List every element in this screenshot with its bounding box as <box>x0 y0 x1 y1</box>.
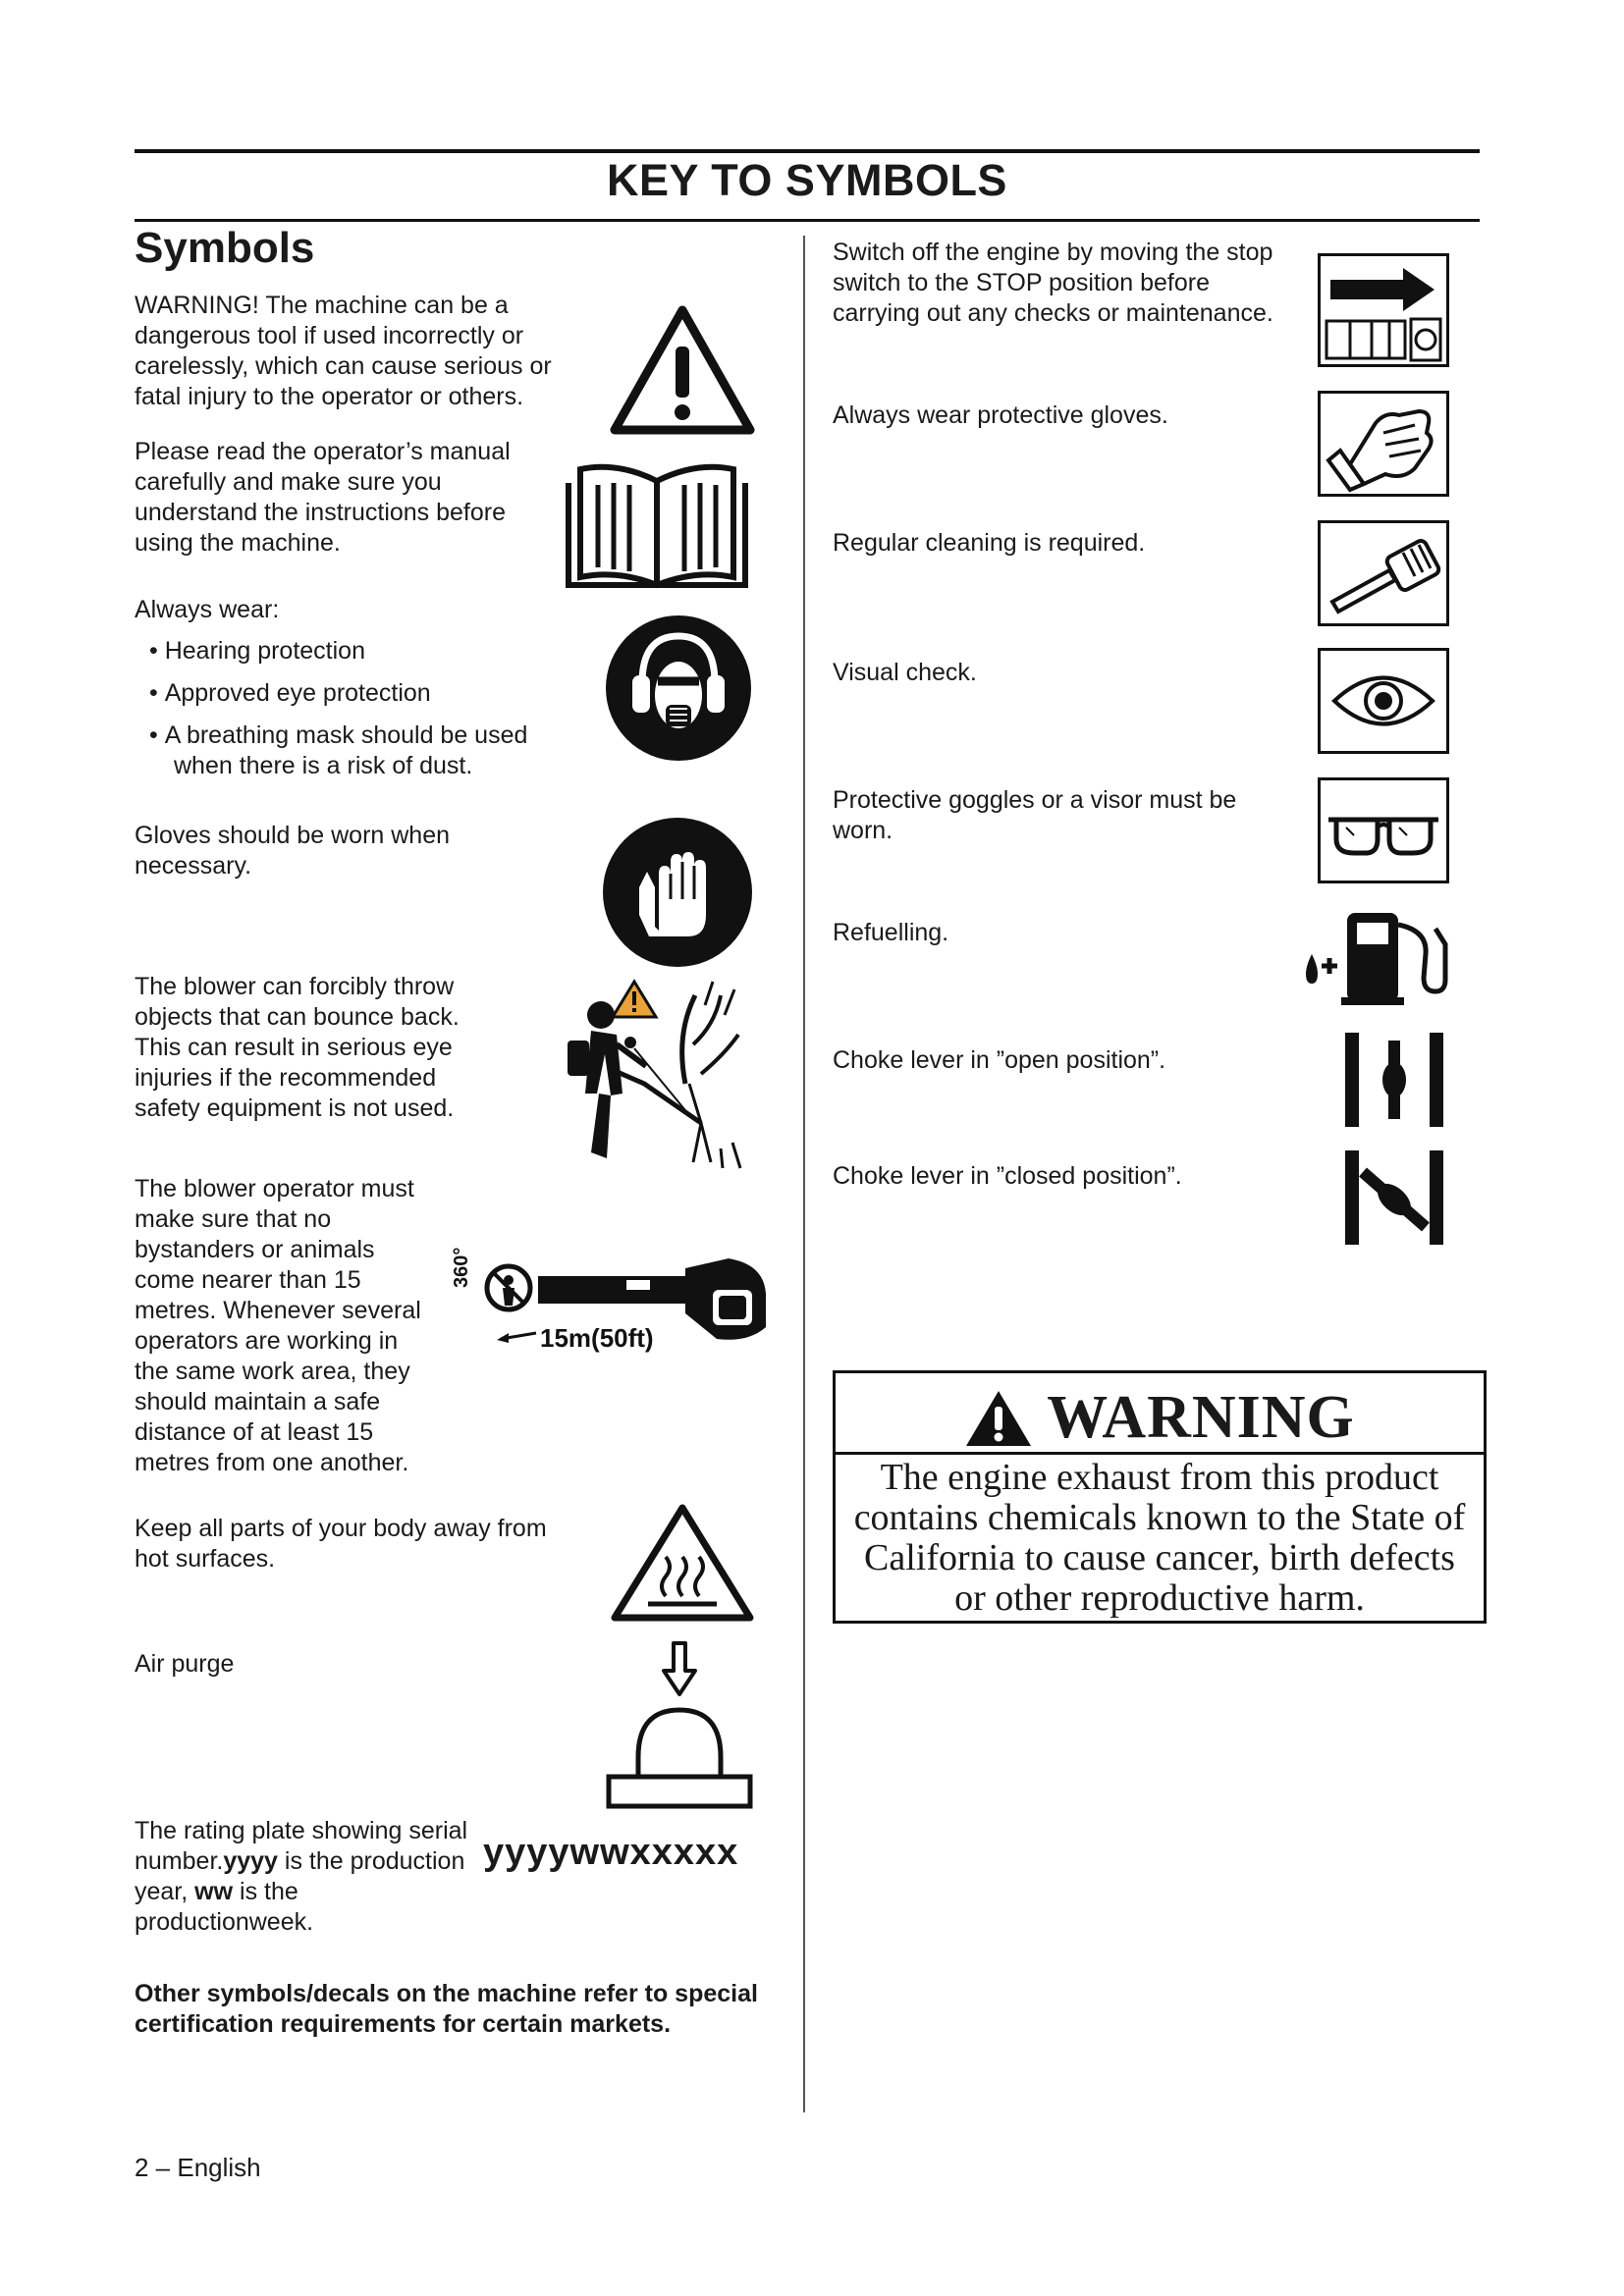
goggles-icon <box>1318 777 1449 883</box>
hot-surface-text: Keep all parts of your body away from hot surfaces. <box>135 1515 547 1573</box>
page-number: 2 – English <box>135 2153 261 2182</box>
column-divider <box>803 236 805 2112</box>
serial-number-format: yyyywwxxxxx <box>483 1832 739 1873</box>
choke-open-text: Choke lever in ”open position”. <box>833 1046 1166 1074</box>
list-item: • A breathing mask should be used when there is a risk of dust. <box>149 721 528 779</box>
always-wear-intro: Always wear: <box>135 596 280 623</box>
eye-icon <box>1318 648 1449 754</box>
protective-gloves-text: Always wear protective gloves. <box>833 401 1168 429</box>
refuelling-text: Refuelling. <box>833 919 949 946</box>
choke-closed-icon <box>1341 1148 1447 1247</box>
protective-gloves-icon <box>1318 391 1449 497</box>
hearing-eye-mask-icon <box>605 614 752 762</box>
air-purge-text: Air purge <box>135 1650 235 1678</box>
throw-text: The blower can forcibly throw objects that can bounce back. This can result in serious eye injuries if the recommended safety equipment is not used. <box>135 973 460 1122</box>
cleaning-brush-icon <box>1318 520 1449 626</box>
hot-surface-icon <box>609 1502 756 1624</box>
thrown-objects-icon <box>528 976 756 1172</box>
page-title: KEY TO SYMBOLS <box>607 155 1007 205</box>
cleaning-text: Regular cleaning is required. <box>833 529 1146 557</box>
warning-header <box>836 1373 1484 1455</box>
choke-closed-text: Choke lever in ”closed position”. <box>833 1162 1182 1190</box>
header-rule-top <box>135 149 1480 153</box>
stop-switch-icon <box>1318 253 1449 367</box>
warning-triangle-icon <box>964 1389 1033 1448</box>
warning-triangle-icon <box>609 302 756 436</box>
visual-check-text: Visual check. <box>833 659 977 686</box>
gloves-text: Gloves should be worn when necessary. <box>135 822 451 880</box>
goggles-text: Protective goggles or a visor must be worn. <box>833 786 1237 844</box>
angle-label: 360° <box>451 1247 472 1288</box>
other-symbols-note: Other symbols/decals on the machine refer to special certification requirements for certain markets. <box>135 1980 758 2038</box>
distance-text: The blower operator must make sure that no bystanders or animals come nearer than 15 metres. Whenever several operators are working in the same work area, they should maintain a safe distance of at least 15 metres from one another. <box>135 1175 421 1476</box>
manual-book-icon <box>563 454 751 591</box>
list-item: • Hearing protection <box>149 637 365 665</box>
gloves-icon <box>602 817 753 968</box>
manual-text: Please read the operator’s manual carefully and make sure you understand the instructions before using the machine. <box>135 438 511 557</box>
choke-open-icon <box>1341 1031 1447 1129</box>
list-item: • Approved eye protection <box>149 679 431 707</box>
always-wear-list <box>135 636 567 781</box>
warning-body: The engine exhaust from this product contains chemicals known to the State of California to cause cancer, birth defects or other reproductive harm. <box>853 1457 1466 1619</box>
distance-label: 15m(50ft) <box>540 1323 654 1353</box>
air-purge-icon <box>605 1639 754 1812</box>
header-rule-bottom <box>135 219 1480 222</box>
stop-switch-text: Switch off the engine by moving the stop switch to the STOP position before carrying out any checks or maintenance. <box>833 239 1273 327</box>
warning-heading: WARNING <box>1047 1384 1355 1451</box>
safety-distance-icon <box>451 1245 773 1374</box>
fuel-pump-icon <box>1298 905 1455 1007</box>
section-title: Symbols <box>135 224 315 272</box>
california-warning-box <box>833 1370 1487 1624</box>
warning-text: WARNING! The machine can be a dangerous tool if used incorrectly or carelessly, which can cause serious or fatal injury to the operator or others. <box>135 292 552 410</box>
rating-plate-text: The rating plate showing serial number.yyyy is the production year, ww is the productionweek. <box>135 1817 468 1936</box>
